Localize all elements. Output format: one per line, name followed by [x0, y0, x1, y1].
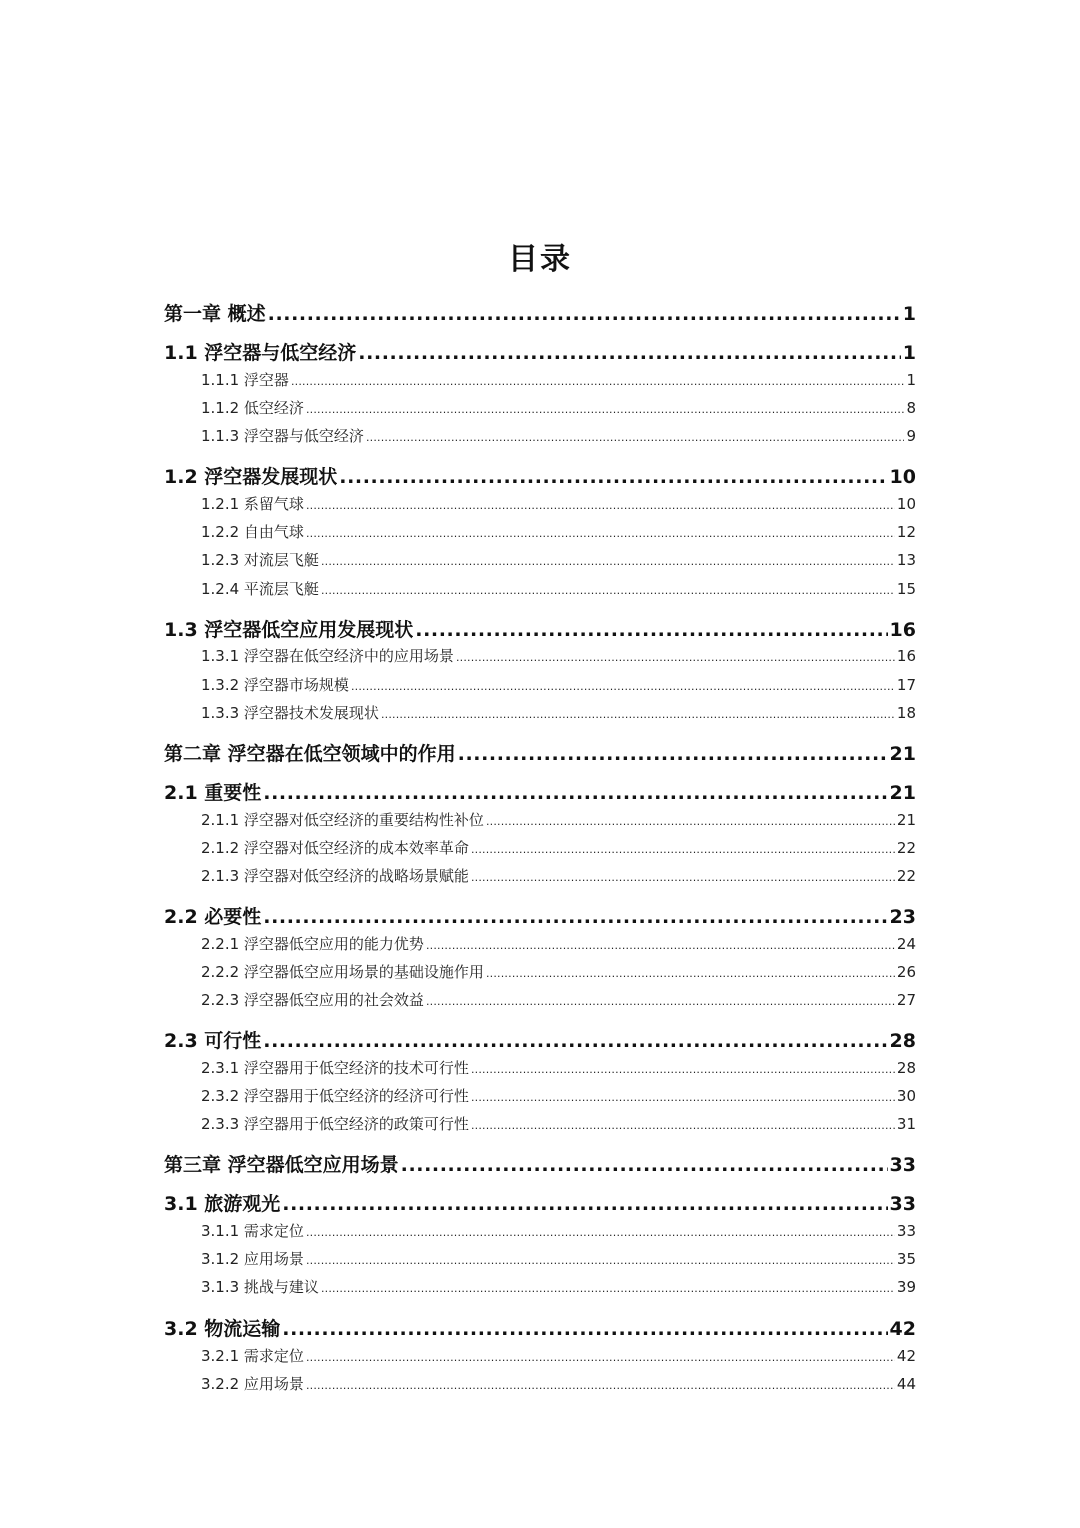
toc-entry-label: 3.2 物流运输: [164, 1318, 281, 1340]
toc-subentry[interactable]: [201, 1345, 916, 1367]
toc-entry-label: 2.1.3 浮空器对低空经济的战略场景赋能: [201, 867, 469, 885]
dot-leader: [291, 369, 905, 393]
toc-page-number: 21: [896, 811, 916, 829]
toc-page-number: 13: [896, 551, 916, 569]
toc-heading-entry[interactable]: [164, 1028, 916, 1054]
toc-page-number: 28: [896, 1059, 916, 1077]
toc-page-number: 10: [889, 466, 916, 488]
toc-page-number: 15: [896, 580, 916, 598]
toc-page-number: 30: [896, 1087, 916, 1105]
toc-entry-label: 3.1.2 应用场景: [201, 1250, 304, 1268]
dot-leader: [458, 741, 888, 767]
toc-entry-label: 1.1.3 浮空器与低空经济: [201, 427, 364, 445]
toc-entry-label: 第三章 浮空器低空应用场景: [164, 1154, 399, 1176]
dot-leader: [321, 578, 895, 602]
dot-leader: [471, 1085, 895, 1109]
dot-leader: [321, 1276, 895, 1300]
dot-leader: [306, 1248, 895, 1272]
toc-entry-label: 1.2 浮空器发展现状: [164, 466, 338, 488]
toc-entry-label: 1.1 浮空器与低空经济: [164, 342, 357, 364]
toc-subentry[interactable]: [201, 1057, 916, 1079]
toc-subentry[interactable]: [201, 397, 916, 419]
toc-subentry[interactable]: [201, 1373, 916, 1395]
toc-page-number: 12: [896, 523, 916, 541]
dot-leader: [366, 425, 905, 449]
toc-heading-entry[interactable]: [164, 340, 916, 366]
toc-page-number: 17: [896, 676, 916, 694]
toc-page-number: 26: [896, 963, 916, 981]
toc-entry-label: 2.2.3 浮空器低空应用的社会效益: [201, 991, 424, 1009]
toc-entry-label: 1.2.3 对流层飞艇: [201, 551, 319, 569]
toc-entry-label: 1.1.1 浮空器: [201, 371, 289, 389]
toc-subentry[interactable]: [201, 521, 916, 543]
toc-page-number: 16: [889, 619, 916, 641]
toc-page-number: 21: [889, 782, 916, 804]
dot-leader: [471, 1113, 895, 1137]
dot-leader: [471, 1057, 895, 1081]
toc-entry-label: 2.2.1 浮空器低空应用的能力优势: [201, 935, 424, 953]
toc-entry-label: 1.1.2 低空经济: [201, 399, 304, 417]
dot-leader: [306, 521, 895, 545]
toc-page-number: 1: [902, 303, 916, 325]
toc-subentry[interactable]: [201, 865, 916, 887]
toc-page-number: 28: [889, 1030, 916, 1052]
toc-subentry[interactable]: [201, 1248, 916, 1270]
toc-entry-label: 3.1.3 挑战与建议: [201, 1278, 319, 1296]
toc-entry-label: 1.3.1 浮空器在低空经济中的应用场景: [201, 647, 454, 665]
toc-subentry[interactable]: [201, 989, 916, 1011]
toc-subentry[interactable]: [201, 702, 916, 724]
dot-leader: [263, 780, 887, 806]
dot-leader: [351, 674, 895, 698]
toc-subentry[interactable]: [201, 674, 916, 696]
toc-page-number: 35: [896, 1250, 916, 1268]
toc-entry-label: 2.3.1 浮空器用于低空经济的技术可行性: [201, 1059, 469, 1077]
toc-page-number: 33: [889, 1193, 916, 1215]
toc-entry-label: 3.1 旅游观光: [164, 1193, 281, 1215]
dot-leader: [321, 549, 895, 573]
toc-title: 目录: [508, 242, 572, 277]
toc-page-number: 24: [896, 935, 916, 953]
toc-entry-label: 2.3.3 浮空器用于低空经济的政策可行性: [201, 1115, 469, 1133]
toc-entry-label: 3.2.2 应用场景: [201, 1375, 304, 1393]
toc-page-number: 42: [896, 1347, 916, 1365]
toc-subentry[interactable]: [201, 645, 916, 667]
toc-entry-label: 1.3 浮空器低空应用发展现状: [164, 619, 414, 641]
dot-leader: [426, 989, 895, 1013]
dot-leader: [339, 464, 887, 490]
dot-leader: [486, 809, 895, 833]
dot-leader: [282, 1316, 887, 1342]
toc-entry-label: 3.1.1 需求定位: [201, 1222, 304, 1240]
toc-heading-entry[interactable]: [164, 1191, 916, 1217]
toc-subentry[interactable]: [201, 837, 916, 859]
toc-subentry[interactable]: [201, 425, 916, 447]
dot-leader: [306, 397, 905, 421]
toc-entry-label: 2.1.2 浮空器对低空经济的成本效率革命: [201, 839, 469, 857]
toc-heading-entry[interactable]: [164, 301, 916, 327]
toc-page-number: 21: [889, 743, 916, 765]
toc-entry-label: 2.3 可行性: [164, 1030, 262, 1052]
dot-leader: [415, 617, 887, 643]
dot-leader: [306, 493, 895, 517]
toc-heading-entry[interactable]: [164, 780, 916, 806]
toc-subentry[interactable]: [201, 1220, 916, 1242]
dot-leader: [268, 301, 901, 327]
toc-page-number: 27: [896, 991, 916, 1009]
toc-subentry[interactable]: [201, 1113, 916, 1135]
toc-subentry[interactable]: [201, 493, 916, 515]
dot-leader: [306, 1373, 895, 1397]
toc-entry-label: 2.1.1 浮空器对低空经济的重要结构性补位: [201, 811, 484, 829]
toc-page-number: 9: [906, 427, 916, 445]
toc-heading-entry[interactable]: [164, 617, 916, 643]
toc-page-number: 8: [906, 399, 916, 417]
toc-subentry[interactable]: [201, 369, 916, 391]
dot-leader: [282, 1191, 887, 1217]
toc-page-number: 39: [896, 1278, 916, 1296]
toc-entry-label: 1.3.3 浮空器技术发展现状: [201, 704, 379, 722]
toc-subentry[interactable]: [201, 933, 916, 955]
toc-entry-label: 1.3.2 浮空器市场规模: [201, 676, 349, 694]
toc-entry-label: 第一章 概述: [164, 303, 266, 325]
dot-leader: [263, 904, 887, 930]
dot-leader: [471, 837, 895, 861]
toc-entry-label: 1.2.1 系留气球: [201, 495, 304, 513]
toc-heading-entry[interactable]: [164, 904, 916, 930]
toc-heading-entry[interactable]: [164, 464, 916, 490]
dot-leader: [456, 645, 895, 669]
toc-heading-entry[interactable]: [164, 741, 916, 767]
dot-leader: [486, 961, 895, 985]
toc-page-number: 33: [896, 1222, 916, 1240]
toc-entry-label: 1.2.4 平流层飞艇: [201, 580, 319, 598]
toc-entry-label: 2.1 重要性: [164, 782, 262, 804]
toc-page-number: 1: [906, 371, 916, 389]
toc-entry-label: 第二章 浮空器在低空领域中的作用: [164, 743, 456, 765]
toc-page-number: 22: [896, 867, 916, 885]
toc-page-number: 18: [896, 704, 916, 722]
dot-leader: [426, 933, 895, 957]
toc-page-number: 1: [902, 342, 916, 364]
toc-entry-label: 3.2.1 需求定位: [201, 1347, 304, 1365]
toc-entry-label: 2.2 必要性: [164, 906, 262, 928]
toc-page-number: 42: [889, 1318, 916, 1340]
dot-leader: [358, 340, 900, 366]
toc-subentry[interactable]: [201, 961, 916, 983]
toc-subentry[interactable]: [201, 1276, 916, 1298]
dot-leader: [306, 1345, 895, 1369]
dot-leader: [381, 702, 895, 726]
toc-subentry[interactable]: [201, 549, 916, 571]
toc-subentry[interactable]: [201, 1085, 916, 1107]
toc-page-number: 23: [889, 906, 916, 928]
toc-page-number: 10: [896, 495, 916, 513]
toc-page-number: 22: [896, 839, 916, 857]
toc-heading-entry[interactable]: [164, 1316, 916, 1342]
toc-heading-entry[interactable]: [164, 1152, 916, 1178]
dot-leader: [306, 1220, 895, 1244]
toc-subentry[interactable]: [201, 578, 916, 600]
toc-page-number: 31: [896, 1115, 916, 1133]
toc-page-number: 33: [889, 1154, 916, 1176]
toc-subentry[interactable]: [201, 809, 916, 831]
dot-leader: [401, 1152, 888, 1178]
dot-leader: [263, 1028, 887, 1054]
toc-entry-label: 2.3.2 浮空器用于低空经济的经济可行性: [201, 1087, 469, 1105]
toc-page-number: 44: [896, 1375, 916, 1393]
toc-page-number: 16: [896, 647, 916, 665]
toc-entry-label: 1.2.2 自由气球: [201, 523, 304, 541]
dot-leader: [471, 865, 895, 889]
toc-entry-label: 2.2.2 浮空器低空应用场景的基础设施作用: [201, 963, 484, 981]
